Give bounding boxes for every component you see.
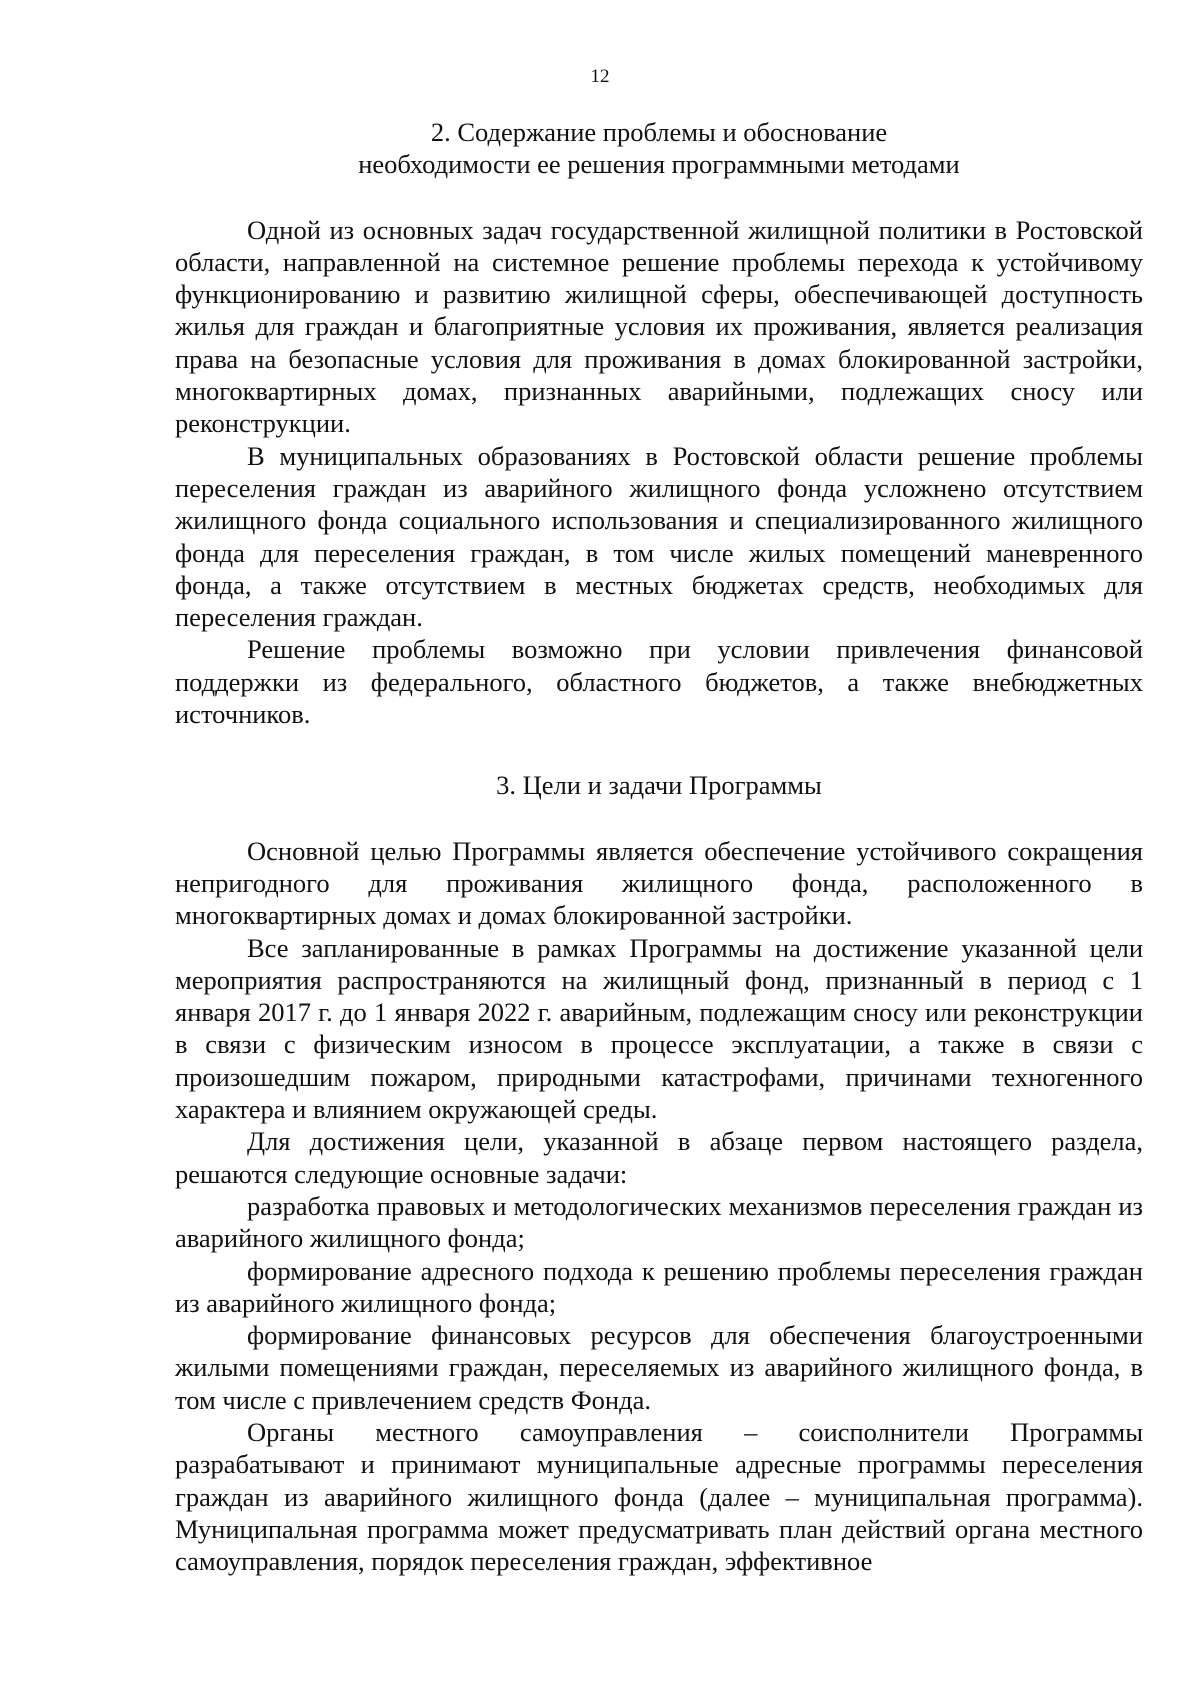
page-number: 12 xyxy=(590,66,610,87)
section-2-heading-line-1: 2. Содержание проблемы и обоснование xyxy=(430,117,888,147)
section-2-heading xyxy=(175,116,1143,181)
section-3-paragraph-7: Органы местного самоуправления – соисполнители Программы разрабатывают и принимают муниципальные адресные программы переселения граждан из аварийного жилищного фонда (далее – муниципальная программа). Муниципальная программа может предусматривать план действий органа местного самоуправления, порядок переселения граждан, эффективное xyxy=(175,1416,1143,1577)
section-2-paragraph-3: Решение проблемы возможно при условии привлечения финансовой поддержки из федерального, областного бюджетов, а также внебюджетных источников. xyxy=(175,634,1143,730)
section-2-paragraph-2: В муниципальных образованиях в Ростовской области решение проблемы переселения граждан из аварийного жилищного фонда усложнено отсутствием жилищного фонда социального использования и специализированного жилищного фонда для переселения граждан, в том числе жилых помещений маневренного фонда, а также отсутствием в местных бюджетах средств, необходимых для переселения граждан. xyxy=(175,440,1143,633)
section-3-task-item-2: формирование адресного подхода к решению проблемы переселения граждан из аварийного жилищного фонда; xyxy=(175,1255,1143,1318)
section-2-heading-line-2: необходимости ее решения программными методами xyxy=(358,149,960,180)
section-3-task-item-3: формирование финансовых ресурсов для обеспечения благоустроенными жилыми помещениями граждан, переселяемых из аварийного жилищного фонда, в том числе с привлечением средств Фонда. xyxy=(175,1320,1143,1415)
section-3-paragraph-3: Для достижения цели, указанной в абзаце первом настоящего раздела, решаются следующие основные задачи: xyxy=(175,1126,1143,1189)
section-3-paragraph-1: Основной целью Программы является обеспечение устойчивого сокращения непригодного для проживания жилищного фонда, расположенного в многоквартирных домах и домах блокированной застройки. xyxy=(175,835,1143,931)
section-3-task-item-1: разработка правовых и методологических механизмов переселения граждан из аварийного жилищного фонда; xyxy=(175,1190,1143,1254)
section-3-heading: 3. Цели и задачи Программы xyxy=(496,770,822,801)
document-body xyxy=(175,116,1143,1577)
section-3-paragraph-2: Все запланированные в рамках Программы на достижение указанной цели мероприятия распространяются на жилищный фонд, признанный в период с 1 января 2017 г. до 1 января 2022 г. аварийным, подлежащим сносу или реконструкции в связи с физическим износом в процессе эксплуатации, а также в связи с произошедшим пожаром, природными катастрофами, причинами техногенного характера и влиянием окружающей среды. xyxy=(175,932,1143,1125)
section-2-paragraph-1: Одной из основных задач государственной жилищной политики в Ростовской области, направленной на системное решение проблемы перехода к устойчивому функционированию и развитию жилищной сферы, обеспечивающей доступность жилья для граждан и благоприятные условия их проживания, является реализация права на безопасные условия для проживания в домах блокированной застройки, многоквартирных домах, признанных аварийными, подлежащих сносу или реконструкции. xyxy=(175,214,1143,439)
